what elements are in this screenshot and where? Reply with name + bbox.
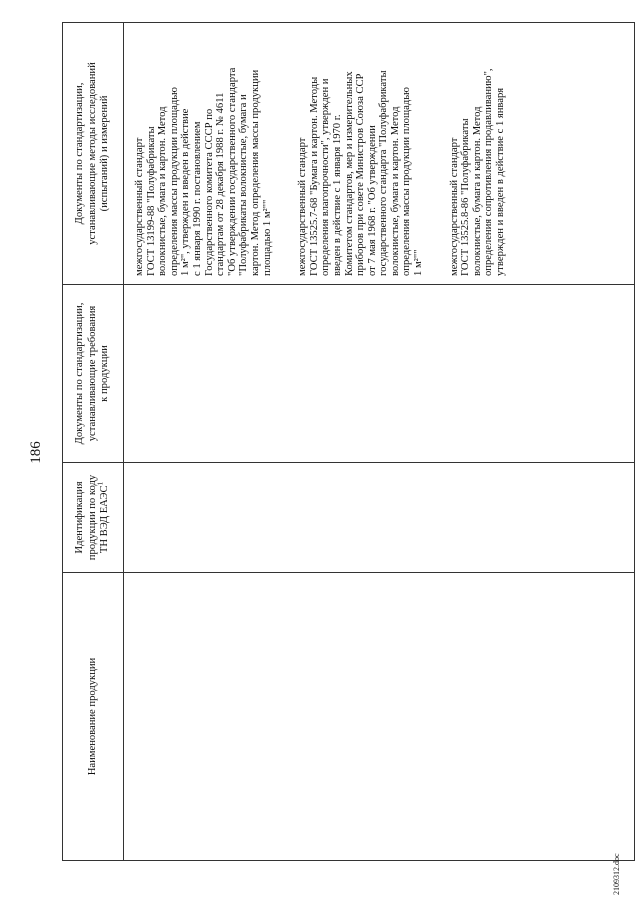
footnote-marker: 1 <box>96 481 105 486</box>
table-row <box>124 23 635 861</box>
footer-filename: 2109312.doc <box>612 853 621 895</box>
cell-product-name <box>124 573 635 861</box>
document-entry-gost-13525-7: межгосударственный стандарт ГОСТ 13525.7-68 "Бумага и картон. Методы определения влагопрочности", утвержден и введен в действие с 1 января 1970 г. Комитетом стандартов, мер и измерительных приборов при совете Министров Союза ССР от 7 мая 1968 г. "Об утверждении государственного стандарта "Полуфабрикаты волокнистые, бумага и картон. Метод определения массы продукции площадью 1 м²"" <box>297 70 425 276</box>
cell-test-method-docs <box>124 23 635 285</box>
cell-requirement-docs <box>124 285 635 463</box>
document-entry-gost-13199: межгосударственный стандарт ГОСТ 13199-88 "Полуфабрикаты волокнистые, бумага и картон. Метод определения массы продукции площадью 1 м²", утвержден и введен в действие с 1 января 1990 г. постановлением Государственного комитета СССР по стандартам от 28 декабря 1988 г. № 4611 "Об утверждении государственного стандарта "Полуфабрикаты волокнистые, бумага и картон. Метод определения массы продукции площадью 1 м²"" <box>134 67 273 276</box>
header-test-method-docs: Документы по стандартизации, устанавливающие методы исследований (испытаний) и измерений <box>63 23 124 285</box>
standards-table <box>62 22 635 861</box>
header-product-name: Наименование продукции <box>63 573 124 861</box>
document-entry-gost-13525-8: межгосударственный стандарт ГОСТ 13525.8-86 "Полуфабрикаты волокнистые, бумага и картон. Метод определения сопротивления продавливанию", утвержден и введен в действие с 1 января <box>448 68 507 276</box>
header-requirement-docs: Документы по стандартизации, устанавливающие требования к продукции <box>63 285 124 463</box>
cell-tn-ved-code <box>124 463 635 573</box>
header-tn-ved-code: Идентификация продукции по коду ТН ВЭД ЕАЭС$^1$ <box>63 463 124 573</box>
table-header-row <box>63 23 124 861</box>
page-number: 186 <box>28 441 44 464</box>
